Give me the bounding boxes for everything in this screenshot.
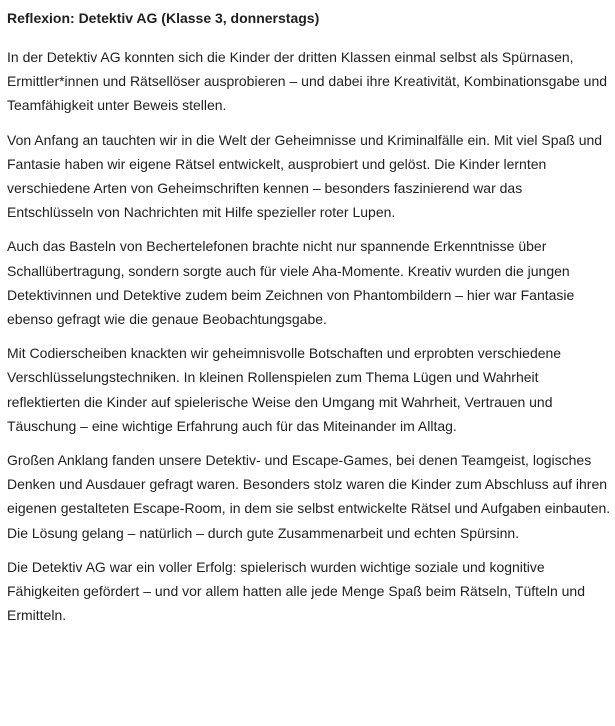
article-title: Reflexion: Detektiv AG (Klasse 3, donnerstags) [7,10,320,26]
paragraph-crafting: Auch das Basteln von Bechertelefonen brachte nicht nur spannende Erkenntnisse über Schallübertragung, sondern sorgte auch für viele Aha-Momente. Kreativ wurden die jungen Detektivinnen und Detektive zudem beim Zeichnen von Phantombildern – hier war Fantasie ebenso gefragt wie die genaue Beobachtungsgabe. [7,238,575,328]
paragraph-intro: In der Detektiv AG konnten sich die Kinder der dritten Klassen einmal selbst als Spürnasen, Ermittler*innen und Rätsellöser ausprobieren – und dabei ihre Kreativität, Kombinationsgabe und Teamfähigkeit unter Beweis stellen. [7,49,608,114]
paragraph-conclusion: Die Detektiv AG war ein voller Erfolg: spielerisch wurden wichtige soziale und kognitive Fähigkeiten gefördert – und vor allem hatten alle jede Menge Spaß beim Rätseln, Tüfteln und Ermitteln. [7,558,585,624]
paragraph-codes: Mit Codierscheiben knackten wir geheimnisvolle Botschaften und erprobten verschiedene Verschlüsselungstechniken. In kleinen Rollenspielen zum Thema Lügen und Wahrheit reflektierten die Kinder auf spielerische Weise den Umgang mit Wahrheit, Vertrauen und Täuschung – eine wichtige Erfahrung auch für das Miteinander im Alltag. [7,345,562,434]
article [7,8,611,637]
paragraph-secrets: Von Anfang an tauchten wir in die Welt der Geheimnisse und Kriminalfälle ein. Mit viel Spaß und Fantasie haben wir eigene Rätsel entwickelt, ausprobiert und gelöst. Die Kinder lernten verschiedene Arten von Geheimschriften kennen – besonders faszinierend war das Entschlüsseln von Nachrichten mit Hilfe spezieller roter Lupen. [7,131,603,221]
paragraph-escape-games: Großen Anklang fanden unsere Detektiv- und Escape-Games, bei denen Teamgeist, logisches Denken und Ausdauer gefragt waren. Besonders stolz waren die Kinder zum Abschluss auf ihren eigenen gestalteten Escape-Room, in dem sie selbst entwickelte Rätsel und Aufgaben einbauten. Die Lösung gelang – natürlich – durch gute Zusammenarbeit und echten Spürsinn. [7,452,611,541]
